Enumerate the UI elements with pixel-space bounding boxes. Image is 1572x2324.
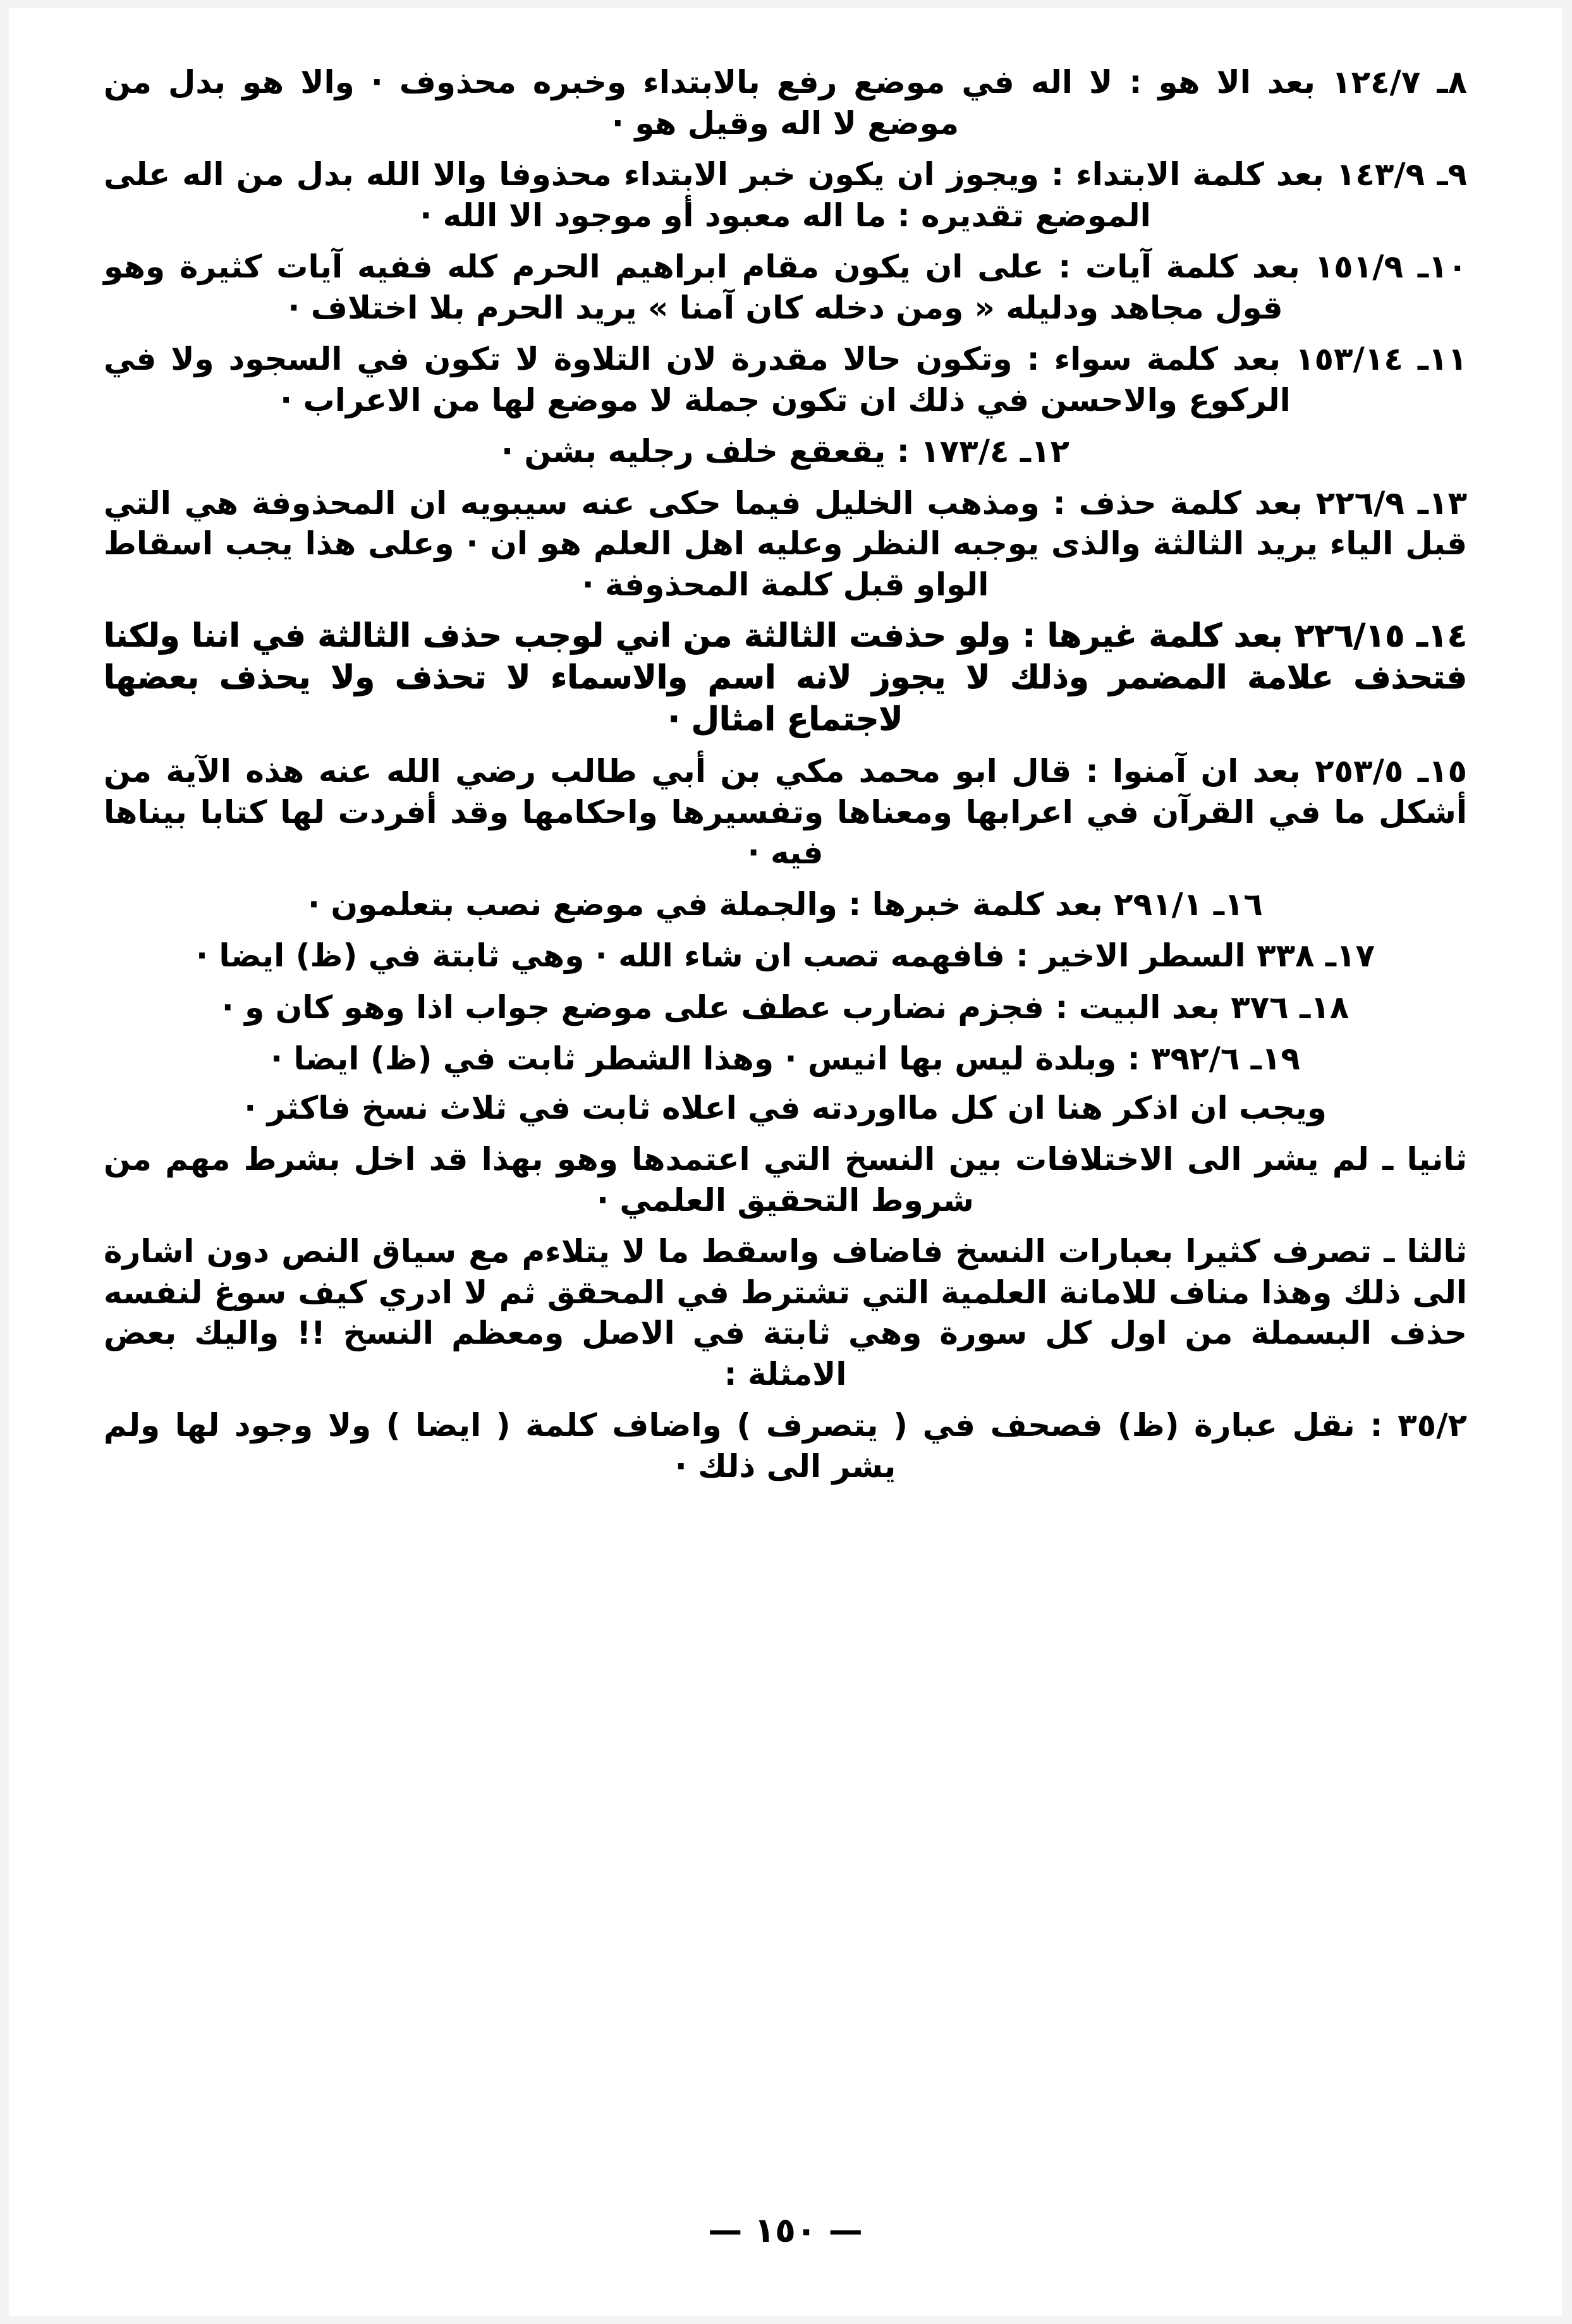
entry-dash: ـ: [1417, 618, 1428, 655]
entry-reference: ١٧٣/٤: [920, 433, 1009, 470]
list-item: [104, 884, 1467, 925]
entry-lemma: بعد كلمة حذف :: [1052, 484, 1303, 521]
entry-reference: ١٥١/٩: [1314, 248, 1403, 285]
entry-dash: ـ: [1020, 433, 1031, 470]
entry-dash: ـ: [1417, 248, 1429, 285]
entry-number: ١٦: [1224, 885, 1263, 923]
entry-number: ١٣: [1428, 484, 1467, 521]
entry-reference: ٢٥٣/٥: [1315, 753, 1404, 790]
paragraph-lead: ثانيا ـ: [1382, 1141, 1467, 1178]
entry-body: وبلدة ليس بها انيس · وهذا الشطر ثابت في (ظ) ايضا ·: [271, 1040, 1117, 1078]
list-item: [104, 431, 1467, 472]
entry-number: ٨: [1447, 64, 1467, 100]
entry-reference: ١٥٣/١٤: [1295, 341, 1403, 377]
list-item: [104, 1038, 1467, 1080]
entry-dash: ـ: [1437, 156, 1448, 193]
entry-dash: ـ: [1325, 937, 1337, 975]
entry-body: يقعقع خلف رجليه بشن ·: [501, 433, 886, 470]
entry-lemma: السطر الاخير :: [1016, 937, 1246, 975]
list-item: [104, 987, 1467, 1028]
entry-dash: ـ: [1250, 1040, 1262, 1078]
entry-dash: ـ: [1213, 885, 1224, 923]
entry-dash: ـ: [1417, 341, 1429, 377]
entry-reference: ٢٩١/١: [1114, 885, 1203, 923]
example-text: نقل عبارة (ظ) فصحف في ( يتصرف ) واضاف كلمة ( ايضا ) ولا وجود لها ولم يشر الى ذلك ·: [104, 1407, 1355, 1485]
entry-dash: ـ: [1417, 484, 1429, 521]
entry-body: فجزم نضارب عطف على موضع جواب اذا وهو كان و ·: [221, 989, 1044, 1026]
entry-lemma: بعد كلمة خبرها :: [848, 885, 1103, 923]
entry-number: ١٢: [1031, 433, 1070, 470]
paragraph-thaniyan: [104, 1139, 1467, 1220]
list-item: [104, 62, 1467, 143]
entry-reference: ١٤٣/٩: [1336, 156, 1425, 193]
entry-dash: ـ: [1300, 989, 1311, 1026]
entry-lemma: :: [896, 433, 910, 470]
entry-dash: ـ: [1417, 753, 1429, 790]
paragraph-text: لم يشر الى الاختلافات بين النسخ التي اعتمدها وهو بهذا قد اخل بشرط مهم من شروط التحقيق العلمي ·: [104, 1141, 1369, 1219]
entry-reference: ٣٣٨: [1256, 937, 1315, 975]
paragraph-thalithan: [104, 1231, 1467, 1394]
entry-dash: ـ: [1437, 64, 1448, 100]
list-item: [104, 751, 1467, 873]
entry-number: ١٠: [1428, 248, 1467, 285]
entry-lemma: بعد كلمة سواء :: [1027, 341, 1281, 377]
entry-body: على ان يكون مقام ابراهيم الحرم كله ففيه آيات كثيرة وهو قول مجاهد ودليله « ومن دخله كان آمنا » يريد الحرم بلا اختلاف ·: [104, 248, 1283, 326]
entry-lemma: بعد كلمة غيرها :: [1022, 618, 1283, 655]
entry-number: ١١: [1428, 341, 1467, 377]
page-content: [104, 62, 1467, 1497]
list-item: [104, 246, 1467, 328]
entry-reference: ٣٧٦: [1231, 989, 1289, 1026]
entry-lemma: بعد كلمة الابتداء :: [1051, 156, 1324, 193]
entry-reference: ٢٢٦/٩: [1315, 484, 1404, 521]
page-number-footer: — ١٥٠ —: [708, 2210, 863, 2250]
list-item: [104, 935, 1467, 976]
entry-number: ٩: [1447, 156, 1467, 193]
entry-lemma: بعد الا هو :: [1129, 64, 1315, 100]
entry-lemma: بعد البيت :: [1055, 989, 1220, 1026]
example-entry: [104, 1405, 1467, 1487]
entry-number: ١٤: [1427, 618, 1467, 655]
paragraph-lead: ثالثا ـ: [1384, 1233, 1467, 1270]
entry-body: والجملة في موضع نصب بتعلمون ·: [308, 885, 838, 923]
entry-number: ١٨: [1310, 989, 1350, 1026]
paragraph-text: ويجب ان اذكر هنا ان كل مااوردته في اعلاه ثابت في ثلاث نسخ فاكثر ·: [244, 1089, 1327, 1126]
entry-body: ويجوز ان يكون خبر الابتداء محذوفا والا الله بدل من اله على الموضع تقديره : ما اله معبود أو موجود الا الله ·: [104, 156, 1151, 234]
paragraph-text: تصرف كثيرا بعبارات النسخ فاضاف واسقط ما لا يتلاءم مع سياق النص دون اشارة الى ذلك وهذا مناف للامانة العلمية التي تشترط في المحقق ثم لا ادري كيف سوغ لنفسه حذف البسملة من اول كل سورة وهي ثابتة في الاصل ومعظم النسخ !! واليك بعض الامثلة :: [104, 1233, 1467, 1392]
entry-body: فافهمه تصب ان شاء الله · وهي ثابتة في (ظ) ايضا ·: [195, 937, 1005, 975]
entry-body: وتكون حالا مقدرة لان التلاوة لا تكون في السجود ولا في الركوع والاحسن في ذلك ان تكون جملة لا موضع لها من الاعراب ·: [104, 341, 1291, 418]
list-item: [104, 154, 1467, 236]
page-sheet: [9, 8, 1562, 2316]
entry-reference: ٣٩٢/٦: [1151, 1040, 1240, 1078]
example-separator: :: [1370, 1407, 1383, 1444]
entry-body: قال ابو محمد مكي بن أبي طالب رضي الله عنه هذه الآية من أشكل ما في القرآن في اعرابها ومعناها وتفسيرها واحكامها وقد أفردت لها كتابا بيناها فيه ·: [104, 753, 1467, 872]
entry-number: ١٩: [1261, 1040, 1300, 1078]
list-item-emphasised: [104, 616, 1467, 740]
entry-body: ولو حذفت الثالثة من اني لوجب حذف الثالثة في اننا ولكنا فتحذف علامة المضمر وذلك لا يجوز لانه اسم والاسماء لا تحذف ولا يحذف بعضها لاجتماع امثال ·: [104, 618, 1467, 738]
entry-lemma: بعد كلمة آيات :: [1058, 248, 1300, 285]
entry-reference: ١٢٤/٧: [1331, 64, 1421, 100]
entry-body: ومذهب الخليل فيما حكى عنه سيبويه ان المحذوفة هي التي قبل الياء يريد الثالثة والذى يوجبه النظر وعليه اهل العلم هو ان · وعلى هذا يجب اسقاط الواو قبل كلمة المحذوفة ·: [104, 484, 1467, 603]
list-item: [104, 483, 1467, 605]
paragraph-note: [104, 1088, 1467, 1129]
example-reference: ٣٥/٢: [1398, 1407, 1467, 1444]
list-item: [104, 339, 1467, 420]
entry-lemma: بعد ان آمنوا :: [1085, 753, 1301, 790]
entry-lemma: :: [1127, 1040, 1140, 1078]
entry-body: لا اله في موضع رفع بالابتداء وخبره محذوف · والا هو بدل من موضع لا اله وقيل هو ·: [104, 64, 1113, 142]
entry-number: ١٧: [1336, 937, 1375, 975]
entry-reference: ٢٢٦/١٥: [1295, 618, 1405, 655]
entry-number: ١٥: [1428, 753, 1467, 790]
